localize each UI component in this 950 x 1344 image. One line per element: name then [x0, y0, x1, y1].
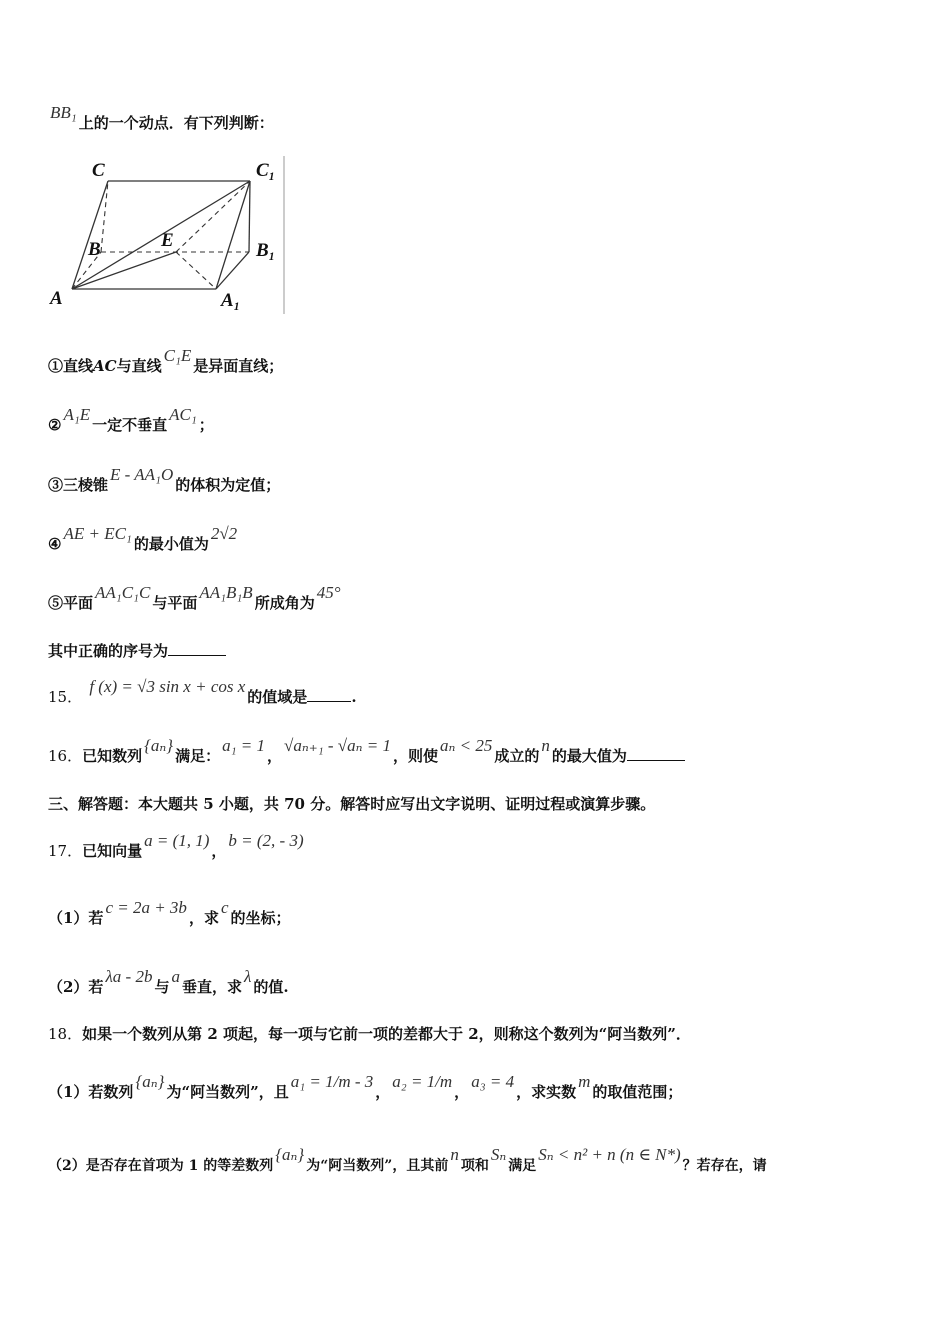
- q18-p1-label: （1）若数列: [48, 1083, 134, 1101]
- q17-m1: a = (1, 1): [144, 831, 210, 850]
- answer-prompt-line: [48, 640, 226, 661]
- q18-p2-m4: Sₙ < n² + n (n ∈ N*): [538, 1145, 681, 1164]
- section-3-heading: [48, 793, 655, 814]
- q18-p2-t1: 为“阿当数列”，且其前: [306, 1158, 449, 1174]
- item-5-math1: AA₁C₁C: [95, 583, 151, 602]
- answer-prompt: 其中正确的序号为: [48, 642, 169, 660]
- q15-math: f (x) = √3 sin x + cos x: [89, 677, 246, 696]
- q18-p2-t4: ？若存在，请: [682, 1158, 767, 1174]
- q16-t2: 满足：: [175, 747, 221, 765]
- item-2-math1: A₁E: [63, 405, 91, 424]
- q16-t1: 已知数列: [82, 747, 143, 765]
- q17-p2-math3: λ: [244, 967, 252, 986]
- item-3-post: 的体积为定值；: [175, 476, 281, 494]
- intro-line: [48, 103, 274, 133]
- item-1-mid: 与直线: [116, 357, 162, 375]
- item-2-post: ；: [198, 416, 214, 434]
- item-4: [48, 524, 239, 554]
- q15-text: 的值域是: [247, 688, 308, 706]
- label-B1: B₁: [256, 240, 276, 261]
- item-2-mid: 一定不垂直: [92, 416, 168, 434]
- q18-part-2: [48, 1145, 767, 1175]
- section-3-text: 三、解答题：本大题共 5 小题，共 70 分。解答时应写出文字说明、证明过程或演算步骤。: [48, 795, 656, 813]
- q18-number: 18．: [48, 1025, 83, 1043]
- item-1-marker: ①: [48, 357, 64, 375]
- q17-sep: ，: [211, 842, 227, 860]
- item-5-math2: AA₁B₁B: [199, 583, 253, 602]
- q17-p2-math: λa - 2b: [105, 967, 153, 986]
- item-1-pre: 直线: [63, 357, 94, 375]
- label-A: A: [50, 288, 63, 309]
- q17-part-1: [48, 898, 291, 928]
- q15-end: .: [351, 688, 357, 706]
- hidden-edge-E-A1: [176, 252, 216, 289]
- q17-p1-mid: ，求: [188, 909, 219, 927]
- q16-m1: {aₙ}: [144, 736, 174, 755]
- prism-figure: [44, 150, 294, 320]
- q18-part-1: [48, 1072, 683, 1102]
- item-2-math2: AC₁: [169, 405, 197, 424]
- q16-number: 16．: [48, 747, 83, 765]
- q16-blank[interactable]: [627, 746, 685, 761]
- edge-A1-B1: [216, 252, 249, 289]
- item-1-math: C₁E: [163, 346, 192, 365]
- q18-p1-m3: a₂ = 1/m: [392, 1072, 453, 1091]
- question-18: [48, 1023, 691, 1044]
- item-2: [48, 405, 214, 435]
- edge-A1-C1: [216, 181, 250, 289]
- q17-m2: b = (2, - 3): [228, 831, 304, 850]
- q17-p2-label: （2）若: [48, 978, 104, 996]
- item-4-math1: AE + EC₁: [63, 524, 132, 543]
- item-3-pre: 三棱锥: [63, 476, 109, 494]
- item-2-marker: ②: [48, 416, 62, 434]
- q18-p1-m1: {aₙ}: [135, 1072, 165, 1091]
- item-1-post: 是异面直线；: [193, 357, 284, 375]
- item-3-marker: ③: [48, 476, 64, 494]
- label-C1: C₁: [256, 160, 276, 181]
- question-15: [48, 677, 357, 707]
- question-17: [48, 831, 306, 861]
- q18-p1-t5: 的取值范围；: [592, 1083, 683, 1101]
- edge-B1-C1: [249, 181, 250, 252]
- label-A1: A₁: [221, 290, 241, 311]
- q17-p2-mid: 与: [154, 978, 170, 996]
- item-5: [48, 583, 343, 613]
- item-3-math: E - AA₁O: [110, 465, 174, 484]
- q18-p1-m5: m: [578, 1072, 591, 1091]
- q16-m4: aₙ < 25: [440, 736, 493, 755]
- intro-text: 上的一个动点．有下列判断：: [78, 114, 274, 132]
- item-4-mid: 的最小值为: [133, 535, 209, 553]
- q18-p2-m3: Sₙ: [490, 1145, 507, 1164]
- q15-blank[interactable]: [307, 687, 351, 702]
- q18-p2-t3: 满足: [508, 1158, 537, 1174]
- q17-p1-post: 的坐标；: [230, 909, 291, 927]
- label-B: B: [88, 239, 101, 260]
- q17-p2-post: 的值.: [253, 978, 289, 996]
- intro-math: BB₁: [50, 103, 77, 122]
- answer-blank[interactable]: [168, 641, 226, 656]
- item-5-math3: 45°: [316, 583, 341, 602]
- label-C: C: [92, 160, 105, 181]
- edge-A-C: [72, 181, 108, 289]
- q18-text: 如果一个数列从第 2 项起，每一项与它前一项的差都大于 2，则称这个数列为“阿当数列”．: [82, 1025, 691, 1043]
- q18-p2-m1: {aₙ}: [275, 1145, 305, 1164]
- item-4-marker: ④: [48, 535, 62, 553]
- item-3: [48, 465, 281, 495]
- item-5-mid: 与平面: [152, 594, 198, 612]
- label-E: E: [161, 230, 174, 251]
- q17-p2-mid2: 垂直，求: [181, 978, 242, 996]
- q15-number: 15．: [48, 688, 83, 706]
- q18-p1-m4: a₃ = 4: [471, 1072, 515, 1091]
- item-5-marker: ⑤: [48, 594, 64, 612]
- q18-p2-m2: n: [450, 1145, 459, 1164]
- q18-p1-t2: ，: [375, 1083, 391, 1101]
- q16-t5: 成立的: [494, 747, 540, 765]
- q17-part-2: [48, 967, 289, 997]
- q17-p1-math: c = 2a + 3b: [105, 898, 187, 917]
- q16-m2: a₁ = 1: [222, 736, 266, 755]
- q17-p1-math2: c: [220, 898, 229, 917]
- q18-p2-label: （2）是否存在首项为 1 的等差数列: [48, 1158, 274, 1174]
- item-4-math2: 2√2: [210, 524, 238, 543]
- item-1-bold: AC: [93, 357, 117, 375]
- q18-p2-t2: 项和: [460, 1158, 489, 1174]
- q16-t6: 的最大值为: [551, 747, 627, 765]
- q16-t4: ，则使: [393, 747, 439, 765]
- q17-number: 17．: [48, 842, 83, 860]
- q16-t3: ，: [267, 747, 283, 765]
- question-16: [48, 736, 685, 766]
- q16-m5: n: [541, 736, 550, 755]
- item-1: [48, 346, 284, 376]
- q18-p1-t3: ，: [454, 1083, 470, 1101]
- q16-m3: √aₙ₊₁ - √aₙ = 1: [284, 736, 391, 755]
- q18-p1-t1: 为“阿当数列”，且: [166, 1083, 289, 1101]
- item-5-pre: 平面: [63, 594, 94, 612]
- q18-p1-t4: ，求实数: [516, 1083, 577, 1101]
- item-5-post: 所成角为: [254, 594, 315, 612]
- q17-p1-label: （1）若: [48, 909, 104, 927]
- q18-p1-m2: a₁ = 1/m - 3: [290, 1072, 374, 1091]
- q17-text: 已知向量: [82, 842, 143, 860]
- q17-p2-math2: a: [171, 967, 180, 986]
